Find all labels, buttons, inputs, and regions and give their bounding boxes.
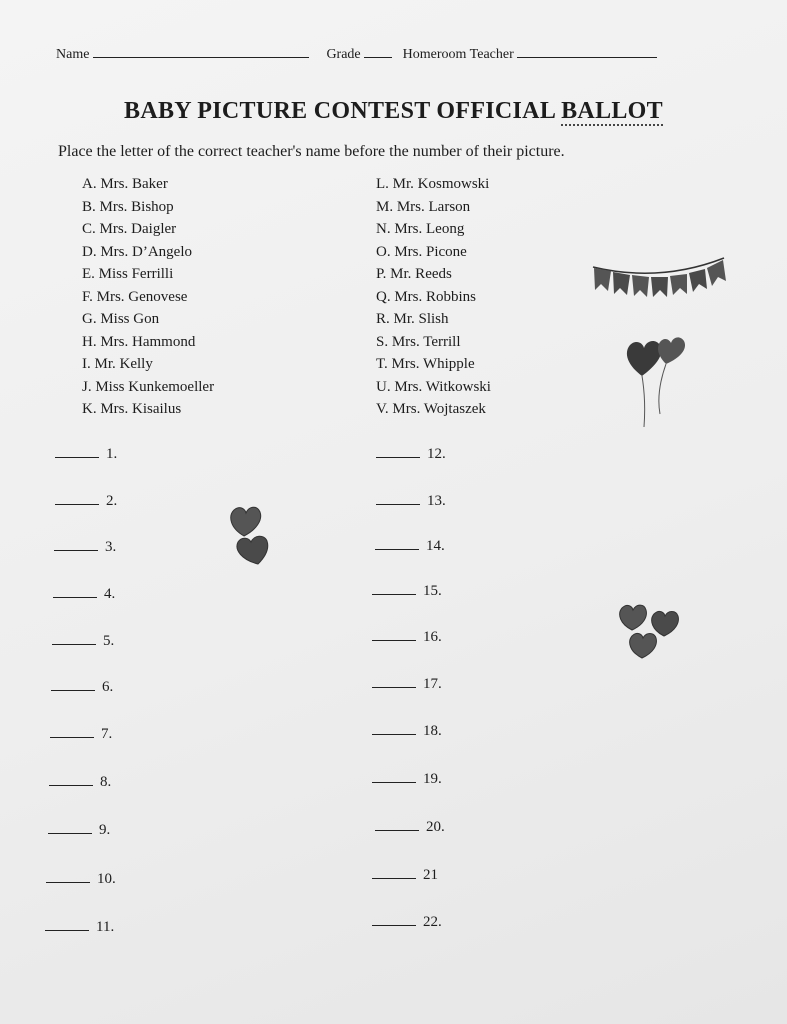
teacher-item: V. Mrs. Wojtaszek xyxy=(376,401,486,417)
teacher-item: K. Mrs. Kisailus xyxy=(82,401,182,417)
teacher-item: D. Mrs. D’Angelo xyxy=(82,243,192,260)
answer-number: 19. xyxy=(423,771,442,787)
answer-blank[interactable] xyxy=(50,737,94,738)
grade-field[interactable] xyxy=(364,44,392,58)
teacher-item: I. Mr. Kelly xyxy=(82,356,153,372)
answer-blank[interactable] xyxy=(55,504,99,505)
heart-balloons-icon xyxy=(622,330,692,430)
answer-blank[interactable] xyxy=(372,594,416,595)
answer-number: 21 xyxy=(423,867,438,883)
answer-number: 17. xyxy=(423,676,442,692)
answer-row xyxy=(53,586,115,603)
answer-row xyxy=(52,633,114,650)
name-label: Name xyxy=(56,47,90,62)
candy-hearts-icon xyxy=(616,600,682,662)
answer-number: 9. xyxy=(99,822,111,838)
answer-blank[interactable] xyxy=(375,830,419,831)
answer-blank[interactable] xyxy=(376,457,420,458)
answer-row xyxy=(375,538,445,555)
teacher-list-left xyxy=(82,173,214,421)
answer-number: 12. xyxy=(427,446,446,462)
teacher-item: P. Mr. Reeds xyxy=(376,266,452,282)
answer-number: 16. xyxy=(423,629,442,645)
answer-blank[interactable] xyxy=(45,930,89,931)
teacher-item: C. Mrs. Daigler xyxy=(82,221,177,237)
answer-blank[interactable] xyxy=(53,597,97,598)
answer-row xyxy=(372,771,442,788)
answer-row xyxy=(49,774,111,791)
teacher-item: E. Miss Ferrilli xyxy=(82,266,174,282)
answer-number: 14. xyxy=(426,538,445,554)
answer-number: 10. xyxy=(97,871,116,887)
answer-blank[interactable] xyxy=(54,550,98,551)
title-main: BABY PICTURE CONTEST OFFICIAL xyxy=(124,98,555,124)
answer-blank[interactable] xyxy=(376,504,420,505)
grade-label: Grade xyxy=(326,47,361,62)
answer-blank[interactable] xyxy=(49,785,93,786)
homeroom-field[interactable] xyxy=(517,44,657,58)
answer-blank[interactable] xyxy=(375,549,419,550)
answer-row xyxy=(372,676,442,693)
answer-number: 22. xyxy=(423,914,442,930)
answer-number: 15. xyxy=(423,583,442,599)
answer-number: 18. xyxy=(423,723,442,739)
teacher-item: G. Miss Gon xyxy=(82,311,160,327)
answer-number: 20. xyxy=(426,819,445,835)
teacher-item: H. Mrs. Hammond xyxy=(82,333,196,350)
answer-row xyxy=(372,723,442,740)
answer-blank[interactable] xyxy=(51,690,95,691)
answer-number: 13. xyxy=(427,493,446,509)
teacher-item: U. Mrs. Witkowski xyxy=(376,378,491,395)
teacher-item: Q. Mrs. Robbins xyxy=(376,288,477,305)
teacher-item: A. Mrs. Baker xyxy=(82,176,168,192)
page-title xyxy=(0,98,787,125)
answer-blank[interactable] xyxy=(372,640,416,641)
teacher-item: S. Mrs. Terrill xyxy=(376,333,461,350)
header-fields xyxy=(56,44,657,63)
answer-blank[interactable] xyxy=(55,457,99,458)
answer-number: 5. xyxy=(103,633,115,649)
answer-row xyxy=(50,726,112,743)
answer-row xyxy=(45,919,114,936)
answer-row xyxy=(372,867,438,884)
answer-blank[interactable] xyxy=(52,644,96,645)
answer-blank[interactable] xyxy=(48,833,92,834)
answer-number: 1. xyxy=(106,446,118,462)
teacher-item: O. Mrs. Picone xyxy=(376,243,467,260)
answer-row xyxy=(55,493,117,510)
candy-hearts-icon xyxy=(226,502,276,568)
answer-number: 2. xyxy=(106,493,118,509)
answer-blank[interactable] xyxy=(372,782,416,783)
teacher-item: F. Mrs. Genovese xyxy=(82,288,188,305)
teacher-item: R. Mr. Slish xyxy=(376,311,449,327)
teacher-list-right xyxy=(376,173,491,421)
answer-row xyxy=(46,871,116,888)
answer-row xyxy=(54,539,116,556)
answer-row xyxy=(375,819,445,836)
answer-number: 7. xyxy=(101,726,113,742)
teacher-item: L. Mr. Kosmowski xyxy=(376,176,490,192)
name-field[interactable] xyxy=(93,44,309,58)
answer-blank[interactable] xyxy=(46,882,90,883)
instructions: Place the letter of the correct teacher's name before the number of their picture. xyxy=(58,143,565,160)
teacher-item: M. Mrs. Larson xyxy=(376,198,471,215)
teacher-item: B. Mrs. Bishop xyxy=(82,198,174,215)
answer-row xyxy=(372,914,442,931)
answer-blank[interactable] xyxy=(372,687,416,688)
title-last-word: BALLOT xyxy=(561,98,663,124)
teacher-item: T. Mrs. Whipple xyxy=(376,356,475,372)
answer-row xyxy=(376,446,446,463)
answer-blank[interactable] xyxy=(372,878,416,879)
answer-number: 6. xyxy=(102,679,114,695)
answer-row xyxy=(372,629,442,646)
answer-blank[interactable] xyxy=(372,734,416,735)
answer-number: 8. xyxy=(100,774,112,790)
answer-row xyxy=(51,679,113,696)
answer-number: 11. xyxy=(96,919,115,935)
answer-row xyxy=(376,493,446,510)
homeroom-label: Homeroom Teacher xyxy=(402,47,514,62)
answer-row xyxy=(48,822,110,839)
answer-row xyxy=(55,446,117,463)
teacher-item: N. Mrs. Leong xyxy=(376,221,465,237)
answer-row xyxy=(372,583,442,600)
answer-number: 3. xyxy=(105,539,117,555)
answer-blank[interactable] xyxy=(372,925,416,926)
teacher-item: J. Miss Kunkemoeller xyxy=(82,378,215,395)
answer-number: 4. xyxy=(104,586,116,602)
cheers-banner-icon xyxy=(590,255,730,305)
